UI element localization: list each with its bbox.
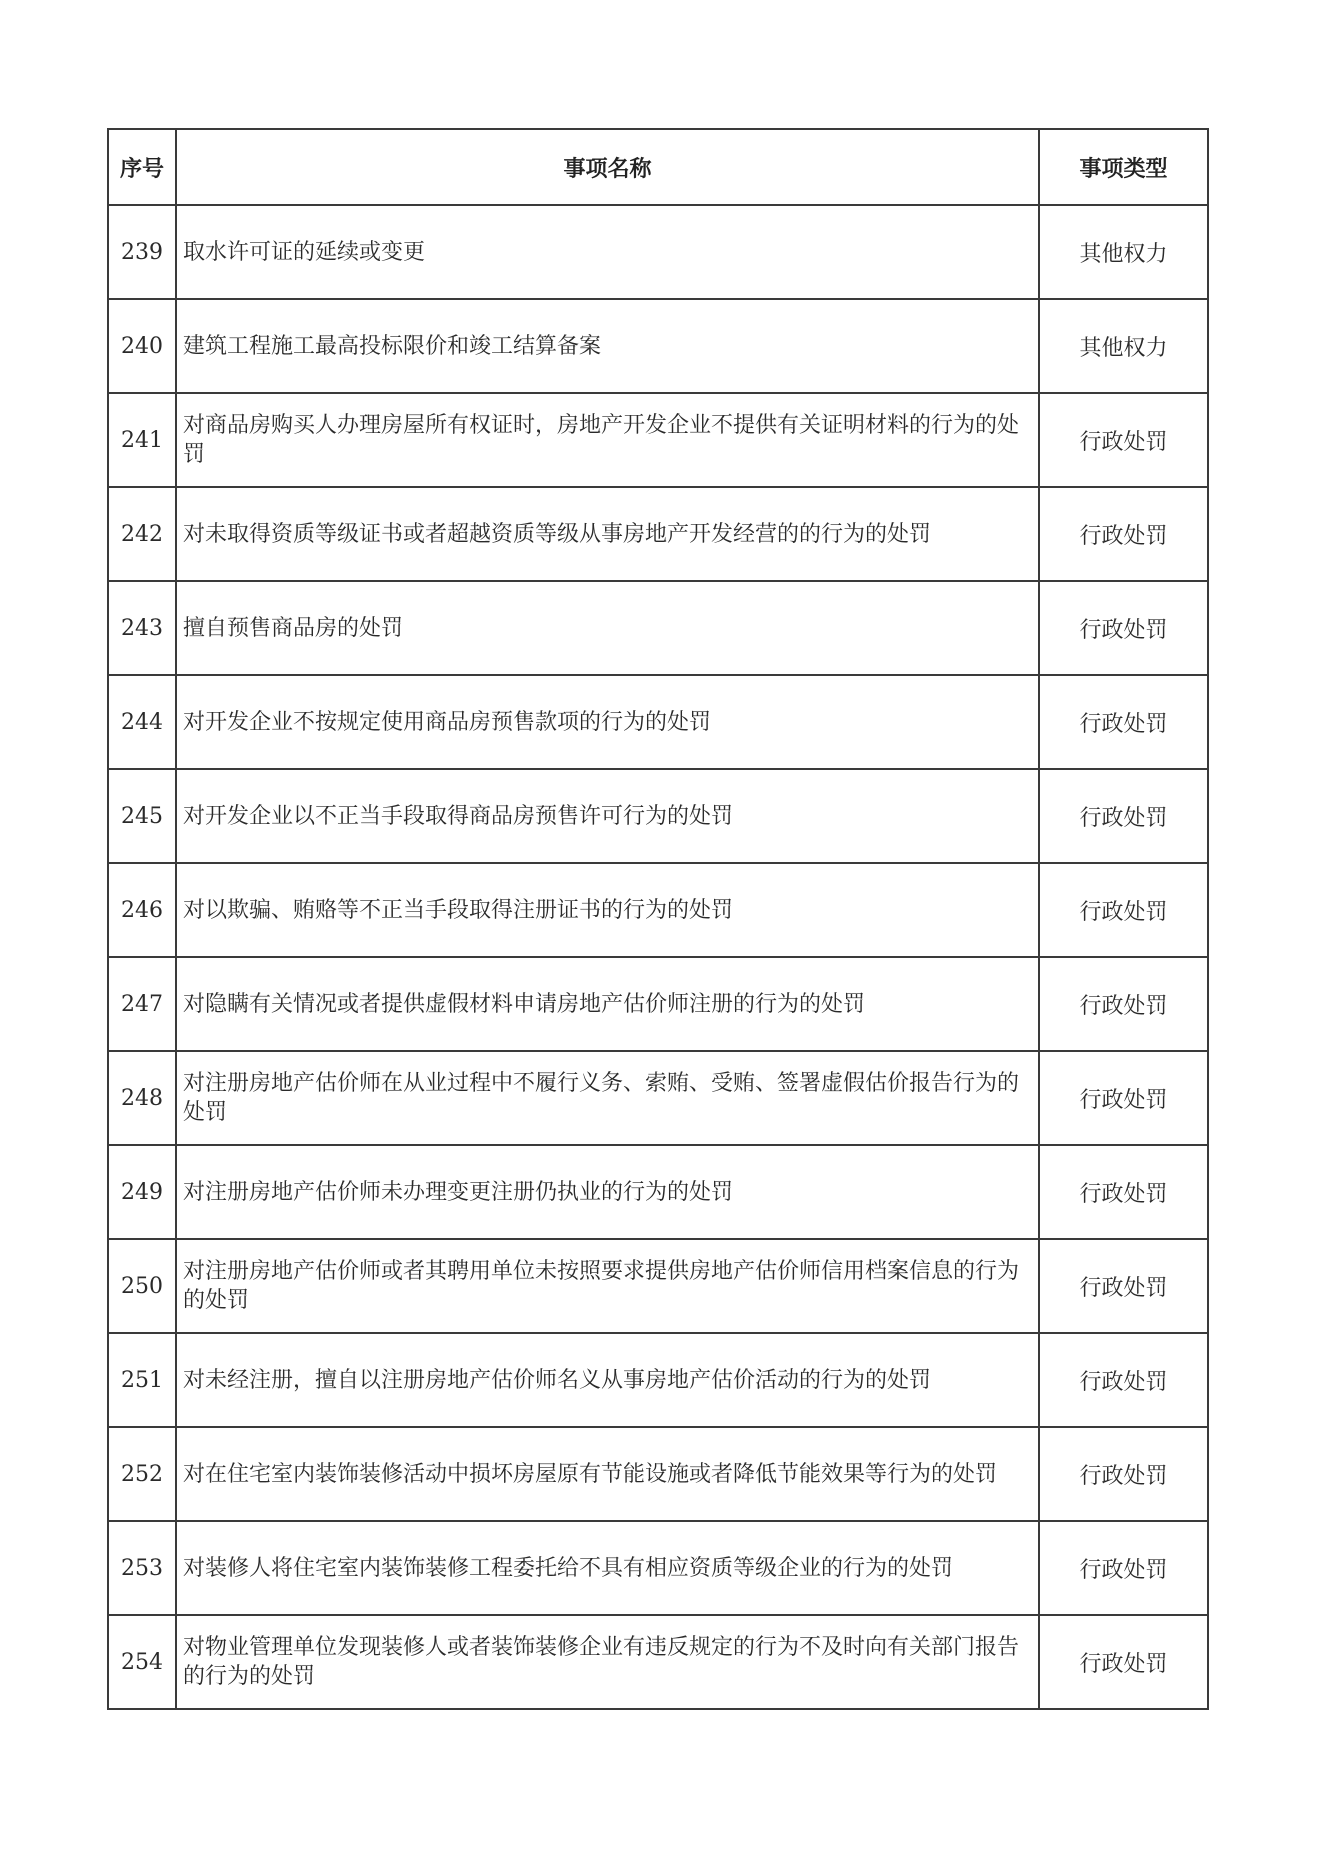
row-item-name: 对在住宅室内装饰装修活动中损坏房屋原有节能设施或者降低节能效果等行为的处罚 <box>176 1427 1039 1521</box>
row-item-name: 对开发企业不按规定使用商品房预售款项的行为的处罚 <box>176 675 1039 769</box>
table-header <box>108 129 1208 205</box>
table-row <box>108 1521 1208 1615</box>
row-item-name: 对隐瞒有关情况或者提供虚假材料申请房地产估价师注册的行为的处罚 <box>176 957 1039 1051</box>
row-serial-number: 242 <box>108 487 176 581</box>
row-serial-number: 250 <box>108 1239 176 1333</box>
table-row <box>108 1333 1208 1427</box>
row-serial-number: 253 <box>108 1521 176 1615</box>
row-item-name: 对物业管理单位发现装修人或者装饰装修企业有违反规定的行为不及时向有关部门报告的行为的处罚 <box>176 1615 1039 1709</box>
table-row <box>108 487 1208 581</box>
items-table <box>107 128 1209 1710</box>
row-item-type: 行政处罚 <box>1039 863 1208 957</box>
row-item-name: 对开发企业以不正当手段取得商品房预售许可行为的处罚 <box>176 769 1039 863</box>
header-item-name: 事项名称 <box>176 129 1039 205</box>
row-item-type: 其他权力 <box>1039 299 1208 393</box>
table-row <box>108 205 1208 299</box>
table-body <box>108 205 1208 1709</box>
table-row <box>108 581 1208 675</box>
row-serial-number: 240 <box>108 299 176 393</box>
row-item-name: 对注册房地产估价师在从业过程中不履行义务、索贿、受贿、签署虚假估价报告行为的处罚 <box>176 1051 1039 1145</box>
row-serial-number: 239 <box>108 205 176 299</box>
row-item-name: 取水许可证的延续或变更 <box>176 205 1039 299</box>
table-row <box>108 393 1208 487</box>
table-row <box>108 1239 1208 1333</box>
header-item-type: 事项类型 <box>1039 129 1208 205</box>
row-item-type: 行政处罚 <box>1039 581 1208 675</box>
row-item-type: 行政处罚 <box>1039 1521 1208 1615</box>
row-item-type: 行政处罚 <box>1039 957 1208 1051</box>
table-row <box>108 1051 1208 1145</box>
row-item-name: 建筑工程施工最高投标限价和竣工结算备案 <box>176 299 1039 393</box>
row-serial-number: 248 <box>108 1051 176 1145</box>
row-item-type: 其他权力 <box>1039 205 1208 299</box>
row-item-type: 行政处罚 <box>1039 487 1208 581</box>
table-row <box>108 957 1208 1051</box>
row-item-name: 对商品房购买人办理房屋所有权证时，房地产开发企业不提供有关证明材料的行为的处罚 <box>176 393 1039 487</box>
row-item-type: 行政处罚 <box>1039 675 1208 769</box>
row-serial-number: 246 <box>108 863 176 957</box>
row-item-type: 行政处罚 <box>1039 1239 1208 1333</box>
row-serial-number: 241 <box>108 393 176 487</box>
row-item-type: 行政处罚 <box>1039 1333 1208 1427</box>
header-serial-number: 序号 <box>108 129 176 205</box>
row-item-name: 对以欺骗、贿赂等不正当手段取得注册证书的行为的处罚 <box>176 863 1039 957</box>
row-serial-number: 244 <box>108 675 176 769</box>
row-serial-number: 252 <box>108 1427 176 1521</box>
header-row <box>108 129 1208 205</box>
row-serial-number: 245 <box>108 769 176 863</box>
row-item-type: 行政处罚 <box>1039 769 1208 863</box>
row-serial-number: 254 <box>108 1615 176 1709</box>
row-item-name: 对未取得资质等级证书或者超越资质等级从事房地产开发经营的的行为的处罚 <box>176 487 1039 581</box>
row-serial-number: 247 <box>108 957 176 1051</box>
table-row <box>108 675 1208 769</box>
row-serial-number: 251 <box>108 1333 176 1427</box>
table-row <box>108 1427 1208 1521</box>
row-item-name: 对注册房地产估价师或者其聘用单位未按照要求提供房地产估价师信用档案信息的行为的处罚 <box>176 1239 1039 1333</box>
row-item-type: 行政处罚 <box>1039 1615 1208 1709</box>
table-row <box>108 1615 1208 1709</box>
table-row <box>108 863 1208 957</box>
row-item-name: 擅自预售商品房的处罚 <box>176 581 1039 675</box>
row-serial-number: 249 <box>108 1145 176 1239</box>
table-row <box>108 1145 1208 1239</box>
row-item-type: 行政处罚 <box>1039 1145 1208 1239</box>
row-item-name: 对未经注册，擅自以注册房地产估价师名义从事房地产估价活动的行为的处罚 <box>176 1333 1039 1427</box>
table-row <box>108 299 1208 393</box>
row-item-name: 对装修人将住宅室内装饰装修工程委托给不具有相应资质等级企业的行为的处罚 <box>176 1521 1039 1615</box>
row-serial-number: 243 <box>108 581 176 675</box>
table-row <box>108 769 1208 863</box>
row-item-type: 行政处罚 <box>1039 393 1208 487</box>
row-item-type: 行政处罚 <box>1039 1051 1208 1145</box>
row-item-name: 对注册房地产估价师未办理变更注册仍执业的行为的处罚 <box>176 1145 1039 1239</box>
row-item-type: 行政处罚 <box>1039 1427 1208 1521</box>
